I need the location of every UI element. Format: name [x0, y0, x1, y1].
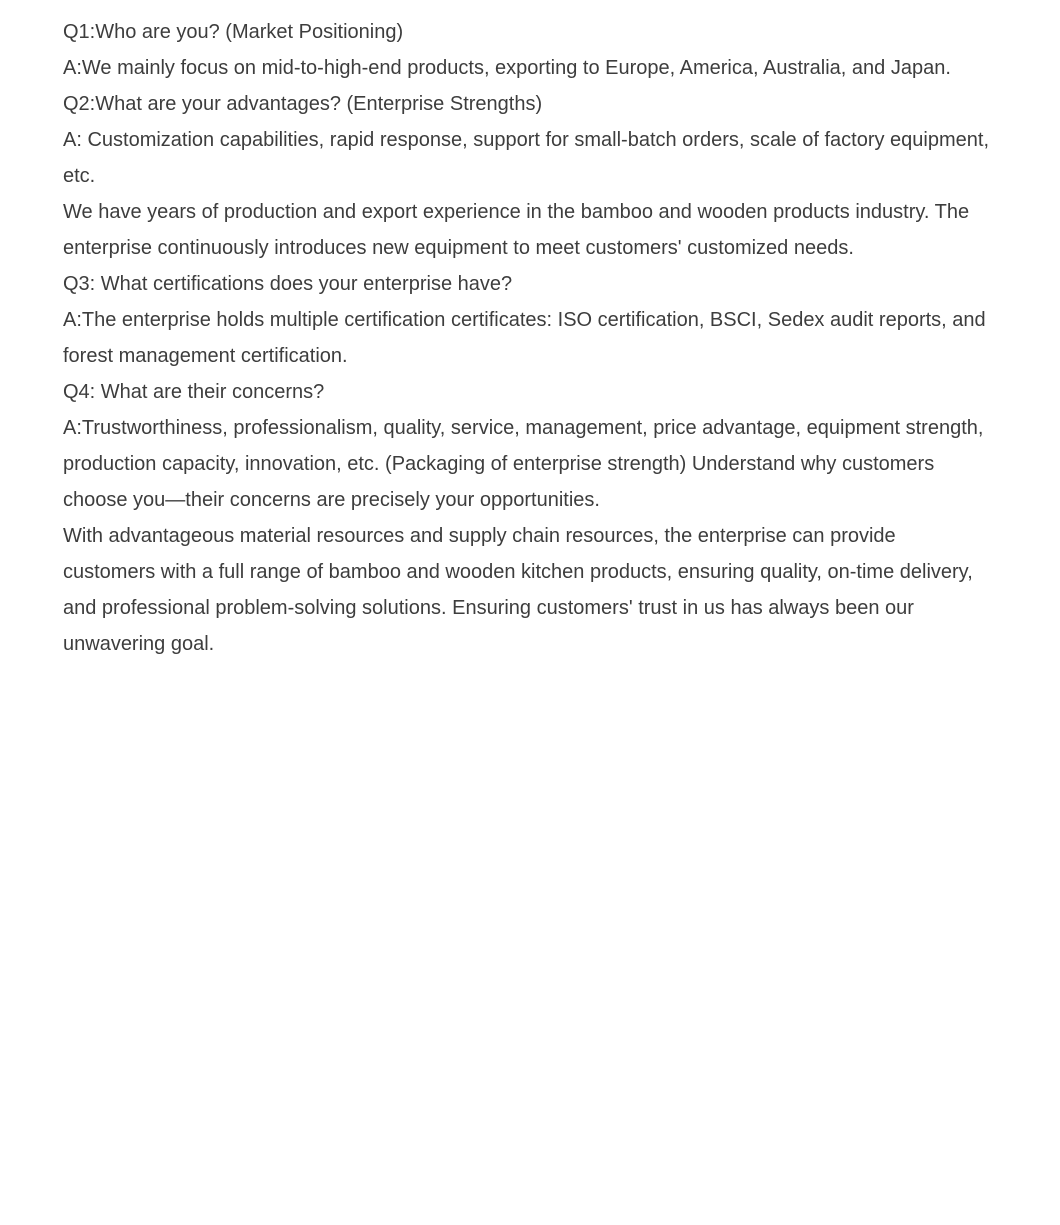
faq-answer-2-extra: We have years of production and export experience in the bamboo and wooden products industry. The enterprise continuously introduces new equipment to meet customers' customized needs.: [63, 201, 970, 259]
faq-answer-3: A:The enterprise holds multiple certification certificates: ISO certification, BSCI, Sedex audit reports, and forest management certification.: [63, 309, 986, 367]
faq-answer-4: A:Trustworthiness, professionalism, quality, service, management, price advantage, equipment strength, production capacity, innovation, etc. (Packaging of enterprise strength) Understand why customers choose you—their concerns are precisely your opportunities.: [63, 417, 984, 511]
faq-question-2: Q2:What are your advantages? (Enterprise Strengths): [63, 93, 543, 115]
faq-question-4: Q4: What are their concerns?: [63, 381, 325, 403]
faq-answer-1: A:We mainly focus on mid-to-high-end products, exporting to Europe, America, Australia, and Japan.: [63, 57, 951, 79]
faq-question-3: Q3: What certifications does your enterprise have?: [63, 273, 513, 295]
faq-closing-paragraph: With advantageous material resources and supply chain resources, the enterprise can provide customers with a full range of bamboo and wooden kitchen products, ensuring quality, on-time delivery, and professional problem-solving solutions. Ensuring customers' trust in us has always been our unwavering goal.: [63, 525, 973, 655]
faq-question-1: Q1:Who are you? (Market Positioning): [63, 21, 404, 43]
faq-answer-2: A: Customization capabilities, rapid response, support for small-batch orders, scale of factory equipment, etc.: [63, 129, 989, 187]
